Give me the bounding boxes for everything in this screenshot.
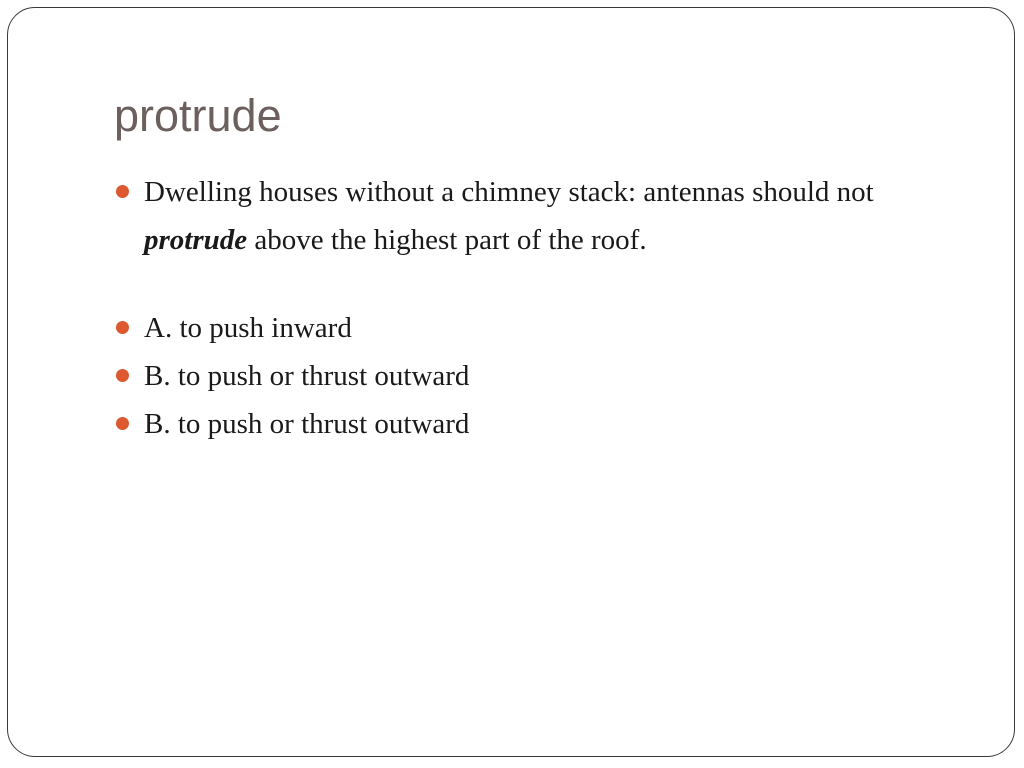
slide-title: protrude (114, 90, 282, 141)
option-a (114, 304, 954, 352)
option-b-repeat (114, 400, 954, 448)
option-text: B. to push or thrust outward (144, 408, 470, 440)
option-text: A. to push inward (144, 312, 352, 344)
example-sentence (114, 168, 954, 264)
bullet-dot-icon (116, 185, 129, 198)
bullet-dot-icon (116, 417, 129, 430)
bullet-dot-icon (116, 321, 129, 334)
bullet-dot-icon (116, 369, 129, 382)
sentence-keyword: protrude (144, 224, 248, 256)
bullet-list (114, 168, 954, 448)
option-b (114, 352, 954, 400)
option-text: B. to push or thrust outward (144, 360, 470, 392)
sentence-before: Dwelling houses without a chimney stack: antennas should not (144, 176, 874, 208)
sentence-after: above the highest part of the roof. (247, 224, 647, 256)
